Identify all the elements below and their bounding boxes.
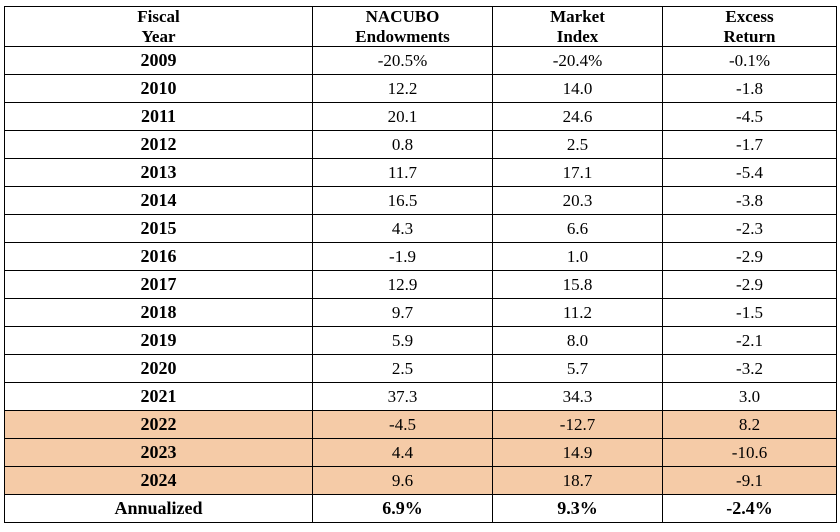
column-header-nacubo-endowments [313, 7, 493, 47]
table-row [5, 187, 837, 215]
table-row [5, 243, 837, 271]
cell-nacubo-endowments: 0.8 [313, 131, 493, 159]
table-row [5, 299, 837, 327]
cell-fiscal-year: 2012 [5, 131, 313, 159]
cell-fiscal-year: 2022 [5, 411, 313, 439]
cell-market-index: 14.0 [493, 75, 663, 103]
column-header-line2: Endowments [355, 26, 450, 46]
cell-fiscal-year: 2021 [5, 383, 313, 411]
header-row [5, 7, 837, 47]
cell-fiscal-year: 2010 [5, 75, 313, 103]
cell-fiscal-year: 2009 [5, 47, 313, 75]
table-row [5, 47, 837, 75]
cell-excess-return: -1.7 [663, 131, 837, 159]
cell-excess-return: -1.5 [663, 299, 837, 327]
cell-excess-return: -2.9 [663, 243, 837, 271]
table-row [5, 103, 837, 131]
cell-nacubo-endowments: 12.9 [313, 271, 493, 299]
table-body [5, 47, 837, 523]
cell-nacubo-endowments: -1.9 [313, 243, 493, 271]
cell-nacubo-endowments: 2.5 [313, 355, 493, 383]
cell-fiscal-year: 2015 [5, 215, 313, 243]
table-row [5, 271, 837, 299]
table-row [5, 75, 837, 103]
cell-market-index: 8.0 [493, 327, 663, 355]
cell-nacubo-endowments: 9.6 [313, 467, 493, 495]
cell-excess-return: -5.4 [663, 159, 837, 187]
cell-nacubo-endowments: -20.5% [313, 47, 493, 75]
table-header [5, 7, 837, 47]
cell-market-index: 17.1 [493, 159, 663, 187]
cell-market-index: 2.5 [493, 131, 663, 159]
cell-fiscal-year: 2014 [5, 187, 313, 215]
cell-market-index: 20.3 [493, 187, 663, 215]
cell-excess-return: -10.6 [663, 439, 837, 467]
cell-market-index: -12.7 [493, 411, 663, 439]
cell-fiscal-year: 2017 [5, 271, 313, 299]
cell-market-index: 14.9 [493, 439, 663, 467]
cell-market-index: -20.4% [493, 47, 663, 75]
cell-fiscal-year: Annualized [5, 495, 313, 523]
cell-market-index: 18.7 [493, 467, 663, 495]
cell-fiscal-year: 2018 [5, 299, 313, 327]
column-header-excess-return [663, 7, 837, 47]
column-header-line2: Return [723, 26, 776, 46]
cell-fiscal-year: 2013 [5, 159, 313, 187]
table-row [5, 327, 837, 355]
cell-fiscal-year: 2019 [5, 327, 313, 355]
table-row [5, 411, 837, 439]
column-header-line2: Year [141, 26, 176, 46]
cell-excess-return: -1.8 [663, 75, 837, 103]
column-header-market-index [493, 7, 663, 47]
cell-market-index: 34.3 [493, 383, 663, 411]
cell-excess-return: 8.2 [663, 411, 837, 439]
column-header-line1: NACUBO [365, 7, 440, 26]
cell-nacubo-endowments: 5.9 [313, 327, 493, 355]
cell-excess-return: -2.9 [663, 271, 837, 299]
cell-fiscal-year: 2011 [5, 103, 313, 131]
column-header-line1: Market [550, 7, 605, 26]
cell-excess-return: -9.1 [663, 467, 837, 495]
cell-nacubo-endowments: 9.7 [313, 299, 493, 327]
cell-nacubo-endowments: 37.3 [313, 383, 493, 411]
column-header-line2: Index [556, 26, 599, 46]
cell-market-index: 24.6 [493, 103, 663, 131]
cell-fiscal-year: 2024 [5, 467, 313, 495]
cell-excess-return: -0.1% [663, 47, 837, 75]
table-row [5, 215, 837, 243]
cell-excess-return: -2.3 [663, 215, 837, 243]
cell-nacubo-endowments: 6.9% [313, 495, 493, 523]
table-row [5, 159, 837, 187]
table-row [5, 355, 837, 383]
cell-fiscal-year: 2023 [5, 439, 313, 467]
cell-nacubo-endowments: -4.5 [313, 411, 493, 439]
column-header-line1: Fiscal [137, 7, 180, 26]
table-row [5, 495, 837, 523]
cell-market-index: 1.0 [493, 243, 663, 271]
cell-market-index: 9.3% [493, 495, 663, 523]
cell-excess-return: -2.1 [663, 327, 837, 355]
cell-nacubo-endowments: 4.3 [313, 215, 493, 243]
cell-market-index: 11.2 [493, 299, 663, 327]
cell-nacubo-endowments: 12.2 [313, 75, 493, 103]
cell-nacubo-endowments: 16.5 [313, 187, 493, 215]
cell-market-index: 5.7 [493, 355, 663, 383]
table-row [5, 439, 837, 467]
table-row [5, 131, 837, 159]
cell-fiscal-year: 2016 [5, 243, 313, 271]
cell-excess-return: -3.8 [663, 187, 837, 215]
endowment-returns-table [4, 6, 837, 523]
cell-fiscal-year: 2020 [5, 355, 313, 383]
cell-nacubo-endowments: 20.1 [313, 103, 493, 131]
cell-nacubo-endowments: 11.7 [313, 159, 493, 187]
cell-excess-return: -4.5 [663, 103, 837, 131]
cell-market-index: 6.6 [493, 215, 663, 243]
cell-market-index: 15.8 [493, 271, 663, 299]
column-header-line1: Excess [725, 7, 774, 26]
cell-excess-return: 3.0 [663, 383, 837, 411]
cell-nacubo-endowments: 4.4 [313, 439, 493, 467]
table-row [5, 383, 837, 411]
cell-excess-return: -2.4% [663, 495, 837, 523]
cell-excess-return: -3.2 [663, 355, 837, 383]
table-row [5, 467, 837, 495]
column-header-fiscal-year [5, 7, 313, 47]
